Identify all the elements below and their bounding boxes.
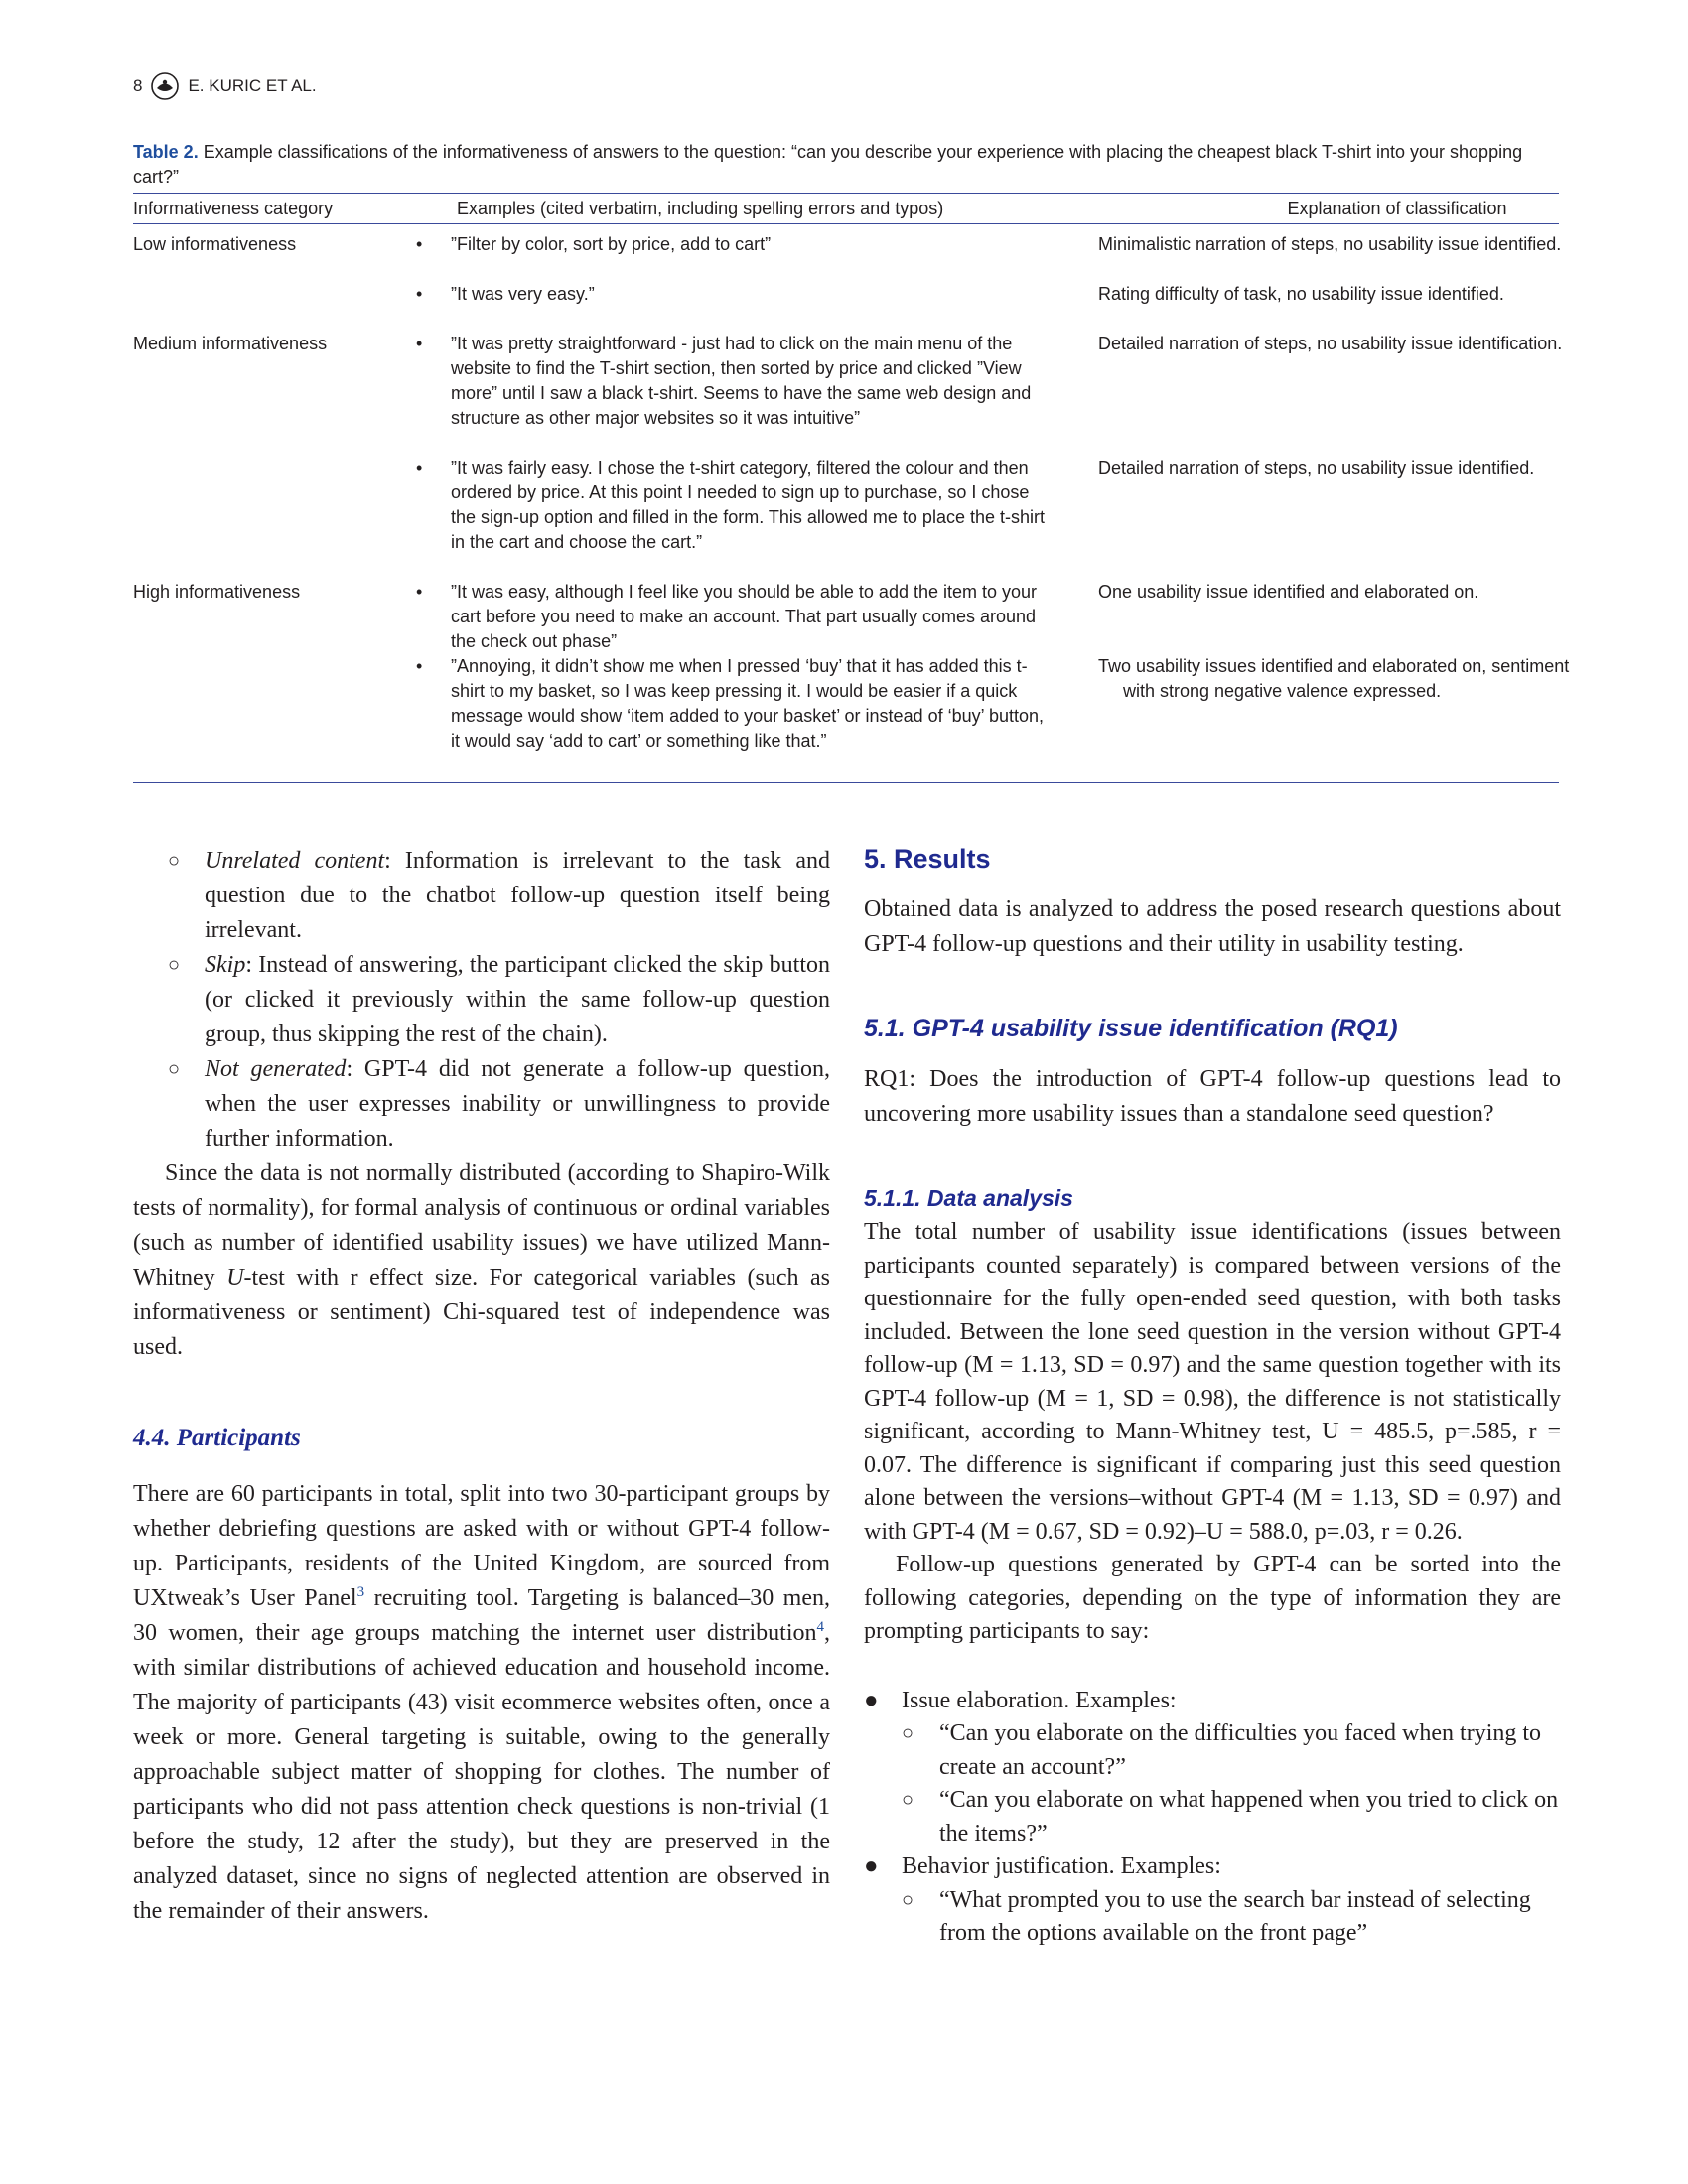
example-cell: ”It was fairly easy. I chose the t-shirt category, filtered the colour and then ordered by price. At this point I needed to sign up to purchase, so I chose the sign-up option and filled in the form. This allowed me to place the t-shirt in the cart and choose the cart.”	[451, 458, 1045, 552]
circle-bullet-icon: ○	[902, 1722, 914, 1744]
bullet-icon: •	[416, 458, 423, 478]
item-text: : Information is irrelevant to the task and question due to the chatbot follow-up question itself being irrelevant.	[205, 848, 830, 943]
list-item: ○ “Can you elaborate on the difficulties you faced when trying to create an account?”	[864, 1717, 1561, 1784]
footnote-link[interactable]: 3	[356, 1584, 365, 1600]
table-caption-text: Example classifications of the informativeness of answers to the question: “can you describe your experience with placing the cheapest black T-shirt into your shopping cart?”	[133, 142, 1523, 187]
example-cell: ”Annoying, it didn’t show me when I pressed ‘buy’ that it has added this t-shirt to my basket, so I was keep pressing it. I would be easier if a quick message would show ‘item added to your basket’ or instead of ‘buy’ button, it would say ‘add to cart’ or something like that.”	[451, 656, 1045, 751]
header-explanation: Explanation of classification	[1287, 198, 1507, 218]
item-term: Skip	[205, 952, 246, 978]
bullet-icon: ●	[864, 1853, 879, 1879]
bullet-icon: •	[416, 234, 423, 254]
table-header	[133, 193, 1559, 224]
paragraph: Since the data is not normally distributed (according to Shapiro-Wilk tests of normality), for formal analysis of continuous or ordinal variables (such as number of identified usability issues) we have utilized Mann-Whitney U-test with r effect size. For categorical variables (such as informativeness or sentiment) Chi-squared test of independence was used.	[133, 1160, 831, 1360]
item-term: Unrelated content	[205, 848, 385, 874]
circle-bullet-icon: ○	[902, 1888, 914, 1911]
section-heading: 4.4. Participants	[133, 1425, 301, 1451]
paragraph: Follow-up questions generated by GPT-4 can be sorted into the following categories, depending on the type of information they are prompting participants to say:	[864, 1552, 1561, 1644]
example-cell: ”Filter by color, sort by price, add to cart”	[451, 234, 772, 254]
category-cell: Low informativeness	[133, 234, 297, 254]
subsection-heading: 5.1. GPT-4 usability issue identification (RQ1)	[864, 1015, 1398, 1042]
followup-category-list	[864, 1685, 1561, 1951]
paragraph: Obtained data is analyzed to address the posed research questions about GPT-4 follow-up questions and their utility in usability testing.	[864, 896, 1561, 957]
list-item	[133, 844, 830, 948]
example-cell: ”It was pretty straightforward - just had to click on the main menu of the website to find the T-shirt section, then sorted by price and clicked ”View more” until I saw a black t-shirt. Seems to have the same web design and structure as other major websites so it was intuitive”	[451, 334, 1032, 428]
list-item: ○ “What prompted you to use the search bar instead of selecting from the options available on the front page”	[864, 1884, 1561, 1951]
subsubsection-heading: 5.1.1. Data analysis	[864, 1185, 1073, 1211]
section-heading: 5. Results	[864, 844, 991, 874]
running-head-authors: E. KURIC ET AL.	[188, 76, 317, 95]
item-text: : GPT-4 did not generate a follow-up question, when the user expresses inability or unwillingness to provide further information.	[205, 1056, 830, 1152]
circle-bullet-icon: ○	[902, 1789, 914, 1811]
list-item: ● Issue elaboration. Examples:	[864, 1685, 1561, 1718]
circle-bullet-icon: ○	[168, 1058, 181, 1080]
example-cell: ”It was very easy.”	[451, 284, 595, 304]
table-bottom-rule	[133, 782, 1559, 783]
paragraph: RQ1: Does the introduction of GPT-4 follow-up questions lead to uncovering more usability issues than a standalone seed question?	[864, 1066, 1561, 1127]
explanation-cell: Rating difficulty of task, no usability issue identified.	[1098, 284, 1504, 304]
category-cell: High informativeness	[133, 582, 301, 602]
list-item	[133, 1052, 830, 1157]
item-text: : Instead of answering, the participant clicked the skip button (or clicked it previously within the same follow-up question group, thus skipping the rest of the chain).	[205, 952, 830, 1047]
explanation-cell: Two usability issues identified and elaborated on, sentiment with strong negative valence expressed.	[1098, 656, 1570, 701]
category-cell: Medium informativeness	[133, 334, 328, 353]
footnote-link[interactable]: 4	[816, 1619, 824, 1635]
right-column	[864, 844, 1561, 1951]
header-category: Informativeness category	[133, 198, 334, 218]
list-item: ● Behavior justification. Examples:	[864, 1850, 1561, 1884]
explanation-cell: Minimalistic narration of steps, no usability issue identified.	[1098, 234, 1562, 254]
table-caption	[133, 140, 1559, 190]
list-item	[133, 948, 830, 1052]
header-examples: Examples (cited verbatim, including spelling errors and typos)	[457, 198, 944, 218]
left-column	[133, 844, 830, 1929]
explanation-cell: Detailed narration of steps, no usability issue identification.	[1098, 334, 1563, 353]
explanation-cell: Detailed narration of steps, no usability issue identified.	[1098, 458, 1535, 478]
table-label: Table 2.	[133, 142, 199, 162]
circle-bullet-icon: ○	[168, 850, 181, 872]
page-number: 8	[133, 76, 143, 95]
publisher-logo-icon	[150, 71, 180, 101]
bullet-icon: ●	[864, 1687, 879, 1713]
bullet-icon: •	[416, 284, 423, 304]
example-cell: ”It was easy, although I feel like you should be able to add the item to your cart before you need to make an account. That part usually comes around the check out phase”	[451, 582, 1038, 651]
list-item: ○ “Can you elaborate on what happened when you tried to click on the items?”	[864, 1784, 1561, 1850]
bullet-icon: •	[416, 334, 423, 353]
paragraph: There are 60 participants in total, split into two 30-participant groups by whether debriefing questions are asked with or without GPT-4 follow-up. Participants, residents of the United Kingdom, are sourced from UXtweak’s User Panel$^3$ recruiting tool. Targeting is balanced–30 men, 30 women, their age groups matching the internet user distribution$^4$, with similar distributions of achieved education and household income. The majority of participants (43) visit ecommerce websites often, once a week or more. General targeting is suitable, owing to the generally approachable subject matter of shopping for clothes. The number of participants who did not pass attention check questions is non-trivial (1 before the study, 12 after the study), but they are preserved in the analyzed dataset, since no signs of neglected attention are observed in the remainder of their answers.	[133, 1481, 830, 1924]
circle-bullet-icon: ○	[168, 954, 181, 976]
item-term: Not generated	[205, 1056, 347, 1082]
explanation-cell: One usability issue identified and elaborated on.	[1098, 582, 1479, 602]
paragraph: The total number of usability issue identifications (issues between participants counted separately) is compared between versions of the questionnaire for the fully open-ended seed question, with both tasks included. Between the lone seed question in the version without GPT-4 follow-up (M = 1.13, SD = 0.97) and the same question together with its GPT-4 follow-up (M = 1, SD = 0.98), the difference is not statistically significant, according to Mann-Whitney test, U = 485.5, p=.585, r = 0.07. The difference is significant if comparing just this seed question alone between the versions–without GPT-4 (M = 1.13, SD = 0.97) and with GPT-4 (M = 0.67, SD = 0.92)–U = 588.0, p=.03, r = 0.26.	[864, 1219, 1561, 1545]
bullet-icon: •	[416, 582, 423, 602]
running-head	[133, 71, 317, 101]
bullet-icon: •	[416, 656, 423, 676]
table	[133, 193, 1559, 224]
